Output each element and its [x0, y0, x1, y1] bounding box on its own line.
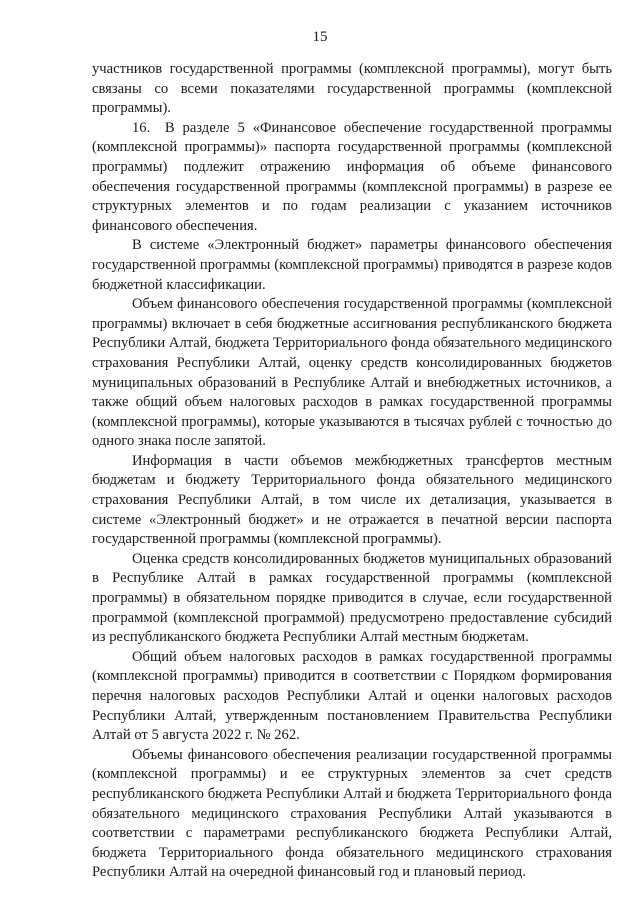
paragraph-item-16: 16. В разделе 5 «Финансовое обеспечение государственной программы (комплексной программы)» паспорта государственной программы (комплексной программы) подлежит отражению информация об объеме финансового обеспечения государственной программы (комплексной программы) в разрезе ее структурных элементов и по годам реализации с указанием источников финансового обеспечения. — [92, 119, 612, 234]
document-body — [92, 60, 612, 883]
paragraph-continuation: участников государственной программы (комплексной программы), могут быть связаны со всеми показателями государственной программы (комплексной программы). — [92, 61, 612, 117]
paragraph-financing-volume: Объем финансового обеспечения государственной программы (комплексной программы) включает в себя бюджетные ассигнования республиканского бюджета Республики Алтай, бюджета Территориального фонда обязательного медицинского страхования Республики Алтай, оценку средств консолидированных бюджетов муниципальных образований в Республике Алтай и внебюджетных источников, а также общий объем налоговых расходов в рамках государственной программы (комплексной программы), которые указываются в тысячах рублей с точностью до одного знака после запятой. — [92, 296, 612, 450]
paragraph-interbudget-transfers: Информация в части объемов межбюджетных трансфертов местным бюджетам и бюджету Территориального фонда обязательного медицинского страхования Республики Алтай, в том числе их детализация, указывается в системе «Электронный бюджет» и не отражается в печатной версии паспорта государственной программы (комплексной программы). — [92, 452, 612, 548]
paragraph-municipal-budgets-estimate: Оценка средств консолидированных бюджетов муниципальных образований в Республике Алтай в рамках государственной программы (комплексной программы) в обязательном порядке приводится в случае, если государственной программой (комплексной программой) предусмотрено предоставление субсидий из республиканского бюджета Республики Алтай местным бюджетам. — [92, 550, 612, 646]
paragraph-financing-volumes-budget: Объемы финансового обеспечения реализации государственной программы (комплексной программы) и ее структурных элементов за счет средств республиканского бюджета Республики Алтай и бюджета Территориального фонда обязательного медицинского страхования Республики Алтай указываются в соответствии с параметрами республиканского бюджета Республики Алтай, бюджета Территориального фонда обязательного медицинского страхования Республики Алтай на очередной финансовый год и плановый период. — [92, 746, 612, 881]
paragraph-electronic-budget-parameters: В системе «Электронный бюджет» параметры финансового обеспечения государственной программы (комплексной программы) приводятся в разрезе кодов бюджетной классификации. — [92, 237, 612, 293]
paragraph-tax-expenditures: Общий объем налоговых расходов в рамках государственной программы (комплексной программы) приводится в соответствии с Порядком формирования перечня налоговых расходов Республики Алтай и оценки налоговых расходов Республики Алтай, утвержденным постановлением Правительства Республики Алтай от 5 августа 2022 г. № 262. — [92, 648, 612, 744]
page-number: 15 — [312, 29, 328, 45]
